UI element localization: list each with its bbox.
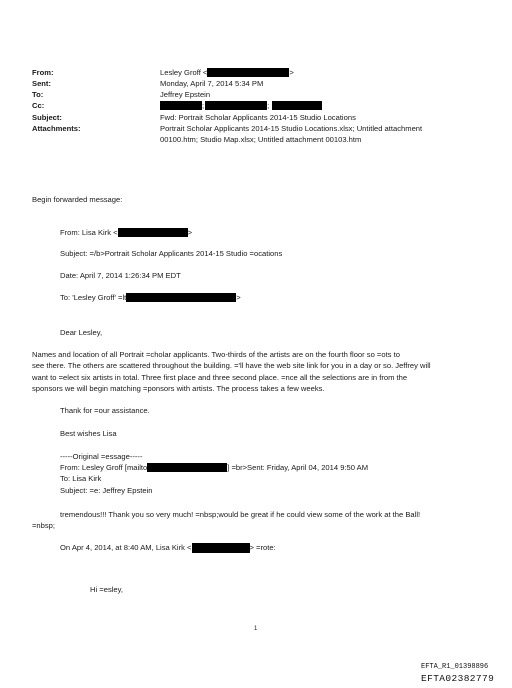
redaction-block [147, 463, 227, 472]
para1-line-2: see there. The others are scattered throughout the building. ='ll have the web site link for you in a day or so. Jeffrey will [32, 361, 431, 370]
reply-line-2: =nbsp; [32, 521, 56, 530]
sent-value: Monday, April 7, 2014 5:34 PM [160, 79, 264, 88]
bates-number-small: EFTA_R1_01398896 [421, 663, 489, 671]
redaction-block [192, 543, 250, 553]
cc-separator: ; [202, 101, 205, 110]
on-date-suffix: > =rote: [249, 543, 276, 552]
to-label: To: [32, 90, 44, 99]
on-date-text: On Apr 4, 2014, at 8:40 AM, Lisa Kirk < [60, 543, 192, 552]
para1-line-4: sponsors we will begin matching =ponsors with artists. The process takes a few weeks. [32, 384, 325, 393]
fwd-to [60, 293, 241, 302]
redaction-block [160, 101, 205, 110]
fwd-to-text: To: 'Lesley Groff' =lt [60, 293, 127, 302]
fwd-subject: Subject: =/b>Portrait Scholar Applicants 2014-15 Studio =ocations [60, 249, 283, 258]
redaction-block [272, 101, 322, 110]
orig-subject: Subject: =e: Jeffrey Epstein [60, 486, 153, 495]
to-value: Jeffrey Epstein [160, 90, 211, 99]
fwd-date: Date: April 7, 2014 1:26:34 PM EDT [60, 271, 181, 280]
sent-label: Sent: [32, 79, 51, 88]
fwd-from-text: From: Lisa Kirk < [60, 228, 118, 237]
bates-number-large: EFTA02382779 [421, 673, 495, 684]
attachments-label: Attachments: [32, 124, 81, 133]
from-suffix: > [289, 68, 294, 77]
on-date-line [60, 543, 276, 553]
greeting: Dear Lesley, [60, 328, 103, 337]
orig-from-suffix: ] =br>Sent: Friday, April 04, 2014 9:50 AM [227, 463, 369, 472]
cc-label: Cc: [32, 101, 45, 110]
subject-value: Fwd: Portrait Scholar Applicants 2014-15 Studio Locations [160, 113, 356, 122]
fwd-from-suffix: > [187, 228, 193, 237]
fwd-to-suffix: > [236, 293, 241, 302]
attachments-line-2: 00100.htm; Studio Map.xlsx; Untitled attachment 00103.htm [160, 135, 362, 144]
attachments-line-1: Portrait Scholar Applicants 2014-15 Studio Locations.xlsx; Untitled attachment [160, 124, 423, 133]
hi-line: Hi =esley, [90, 585, 123, 594]
para1-line-1: Names and location of all Portrait =cholar applicants. Two-thirds of the artists are on the fourth floor so =ots to [32, 350, 400, 359]
fwd-from [60, 228, 192, 237]
orig-to: To: Lisa Kirk [60, 474, 102, 483]
reply-line-1: tremendous!!! Thank you so very much! =nbsp;would be great if he could view some of the work at the Ball! [60, 510, 421, 519]
redaction-block [118, 228, 188, 237]
from-name: Lesley Groff < [160, 68, 208, 77]
from-label: From: [32, 68, 54, 77]
signoff: Best wishes Lisa [60, 429, 117, 438]
original-message-header: -----Original =essage----- [60, 452, 143, 461]
orig-from-text: From: Lesley Groff [mailto [60, 463, 148, 472]
cc-value [160, 101, 322, 110]
subject-label: Subject: [32, 113, 62, 122]
forwarded-intro: Begin forwarded message: [32, 195, 123, 204]
para1-line-3: want to =elect six artists in total. Three first place and three second place. =nce all the selections are in from the [32, 373, 408, 382]
thanks-line: Thank for =our assistance. [60, 406, 150, 415]
from-value [160, 68, 294, 77]
redaction-block [205, 101, 270, 110]
page-number: 1 [254, 626, 258, 632]
cc-separator: ; [267, 101, 270, 110]
redaction-block [126, 293, 236, 302]
redaction-block [207, 68, 289, 77]
orig-from [60, 463, 368, 472]
